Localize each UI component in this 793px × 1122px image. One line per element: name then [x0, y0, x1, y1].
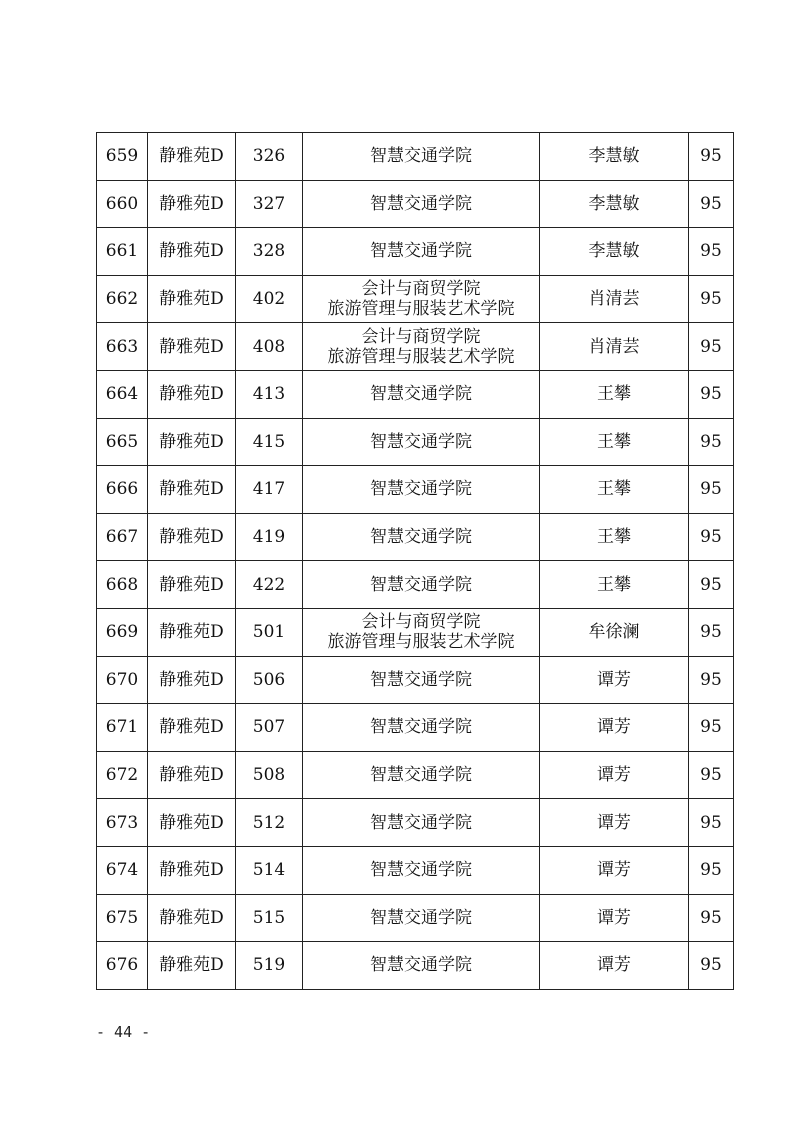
- person-cell: 谭芳: [540, 799, 689, 847]
- college-name: 智慧交通学院: [370, 574, 472, 595]
- building-cell: 静雅苑D: [148, 275, 236, 323]
- table-row: [97, 846, 734, 894]
- row-number-cell: 664: [97, 370, 148, 418]
- college-cell: [303, 513, 540, 561]
- college-name: 智慧交通学院: [370, 384, 472, 405]
- college-cell: [303, 799, 540, 847]
- person-cell: 王攀: [540, 513, 689, 561]
- score-cell: 95: [689, 180, 734, 228]
- building-cell: 静雅苑D: [148, 704, 236, 752]
- college-cell: [303, 323, 540, 371]
- row-number-cell: 663: [97, 323, 148, 371]
- table-row: [97, 751, 734, 799]
- row-number-cell: 675: [97, 894, 148, 942]
- college-name: 智慧交通学院: [370, 907, 472, 928]
- row-number-cell: 669: [97, 608, 148, 656]
- room-cell: 419: [236, 513, 303, 561]
- college-name: 会计与商贸学院: [361, 612, 481, 633]
- building-cell: 静雅苑D: [148, 846, 236, 894]
- college-cell: [303, 846, 540, 894]
- person-cell: 谭芳: [540, 846, 689, 894]
- room-cell: 512: [236, 799, 303, 847]
- table-row: [97, 608, 734, 656]
- college-name: 会计与商贸学院: [361, 326, 481, 347]
- building-cell: 静雅苑D: [148, 180, 236, 228]
- room-cell: 514: [236, 846, 303, 894]
- room-cell: 508: [236, 751, 303, 799]
- room-cell: 415: [236, 418, 303, 466]
- score-cell: 95: [689, 656, 734, 704]
- college-name: 智慧交通学院: [370, 860, 472, 881]
- room-cell: 501: [236, 608, 303, 656]
- college-name: 智慧交通学院: [370, 717, 472, 738]
- row-number-cell: 670: [97, 656, 148, 704]
- college-cell: [303, 466, 540, 514]
- table-body: [97, 133, 734, 990]
- row-number-cell: 673: [97, 799, 148, 847]
- person-cell: 肖清芸: [540, 275, 689, 323]
- college-name: 智慧交通学院: [370, 669, 472, 690]
- row-number-cell: 661: [97, 228, 148, 276]
- college-name: 会计与商贸学院: [361, 279, 481, 300]
- person-cell: 李慧敏: [540, 228, 689, 276]
- score-cell: 95: [689, 846, 734, 894]
- college-name: 旅游管理与服装艺术学院: [327, 632, 515, 653]
- building-cell: 静雅苑D: [148, 370, 236, 418]
- table-row: [97, 466, 734, 514]
- college-cell: [303, 704, 540, 752]
- college-name: 智慧交通学院: [370, 193, 472, 214]
- score-cell: 95: [689, 942, 734, 990]
- room-cell: 327: [236, 180, 303, 228]
- score-cell: 95: [689, 418, 734, 466]
- college-cell: [303, 942, 540, 990]
- score-cell: 95: [689, 704, 734, 752]
- college-name: 旅游管理与服装艺术学院: [327, 299, 515, 320]
- table-row: [97, 656, 734, 704]
- building-cell: 静雅苑D: [148, 894, 236, 942]
- score-cell: 95: [689, 513, 734, 561]
- score-cell: 95: [689, 323, 734, 371]
- college-name: 智慧交通学院: [370, 146, 472, 167]
- table-row: [97, 275, 734, 323]
- college-cell: [303, 656, 540, 704]
- building-cell: 静雅苑D: [148, 513, 236, 561]
- building-cell: 静雅苑D: [148, 942, 236, 990]
- room-cell: 326: [236, 133, 303, 181]
- building-cell: 静雅苑D: [148, 466, 236, 514]
- score-cell: 95: [689, 466, 734, 514]
- page-number: - 44 -: [96, 1023, 151, 1041]
- table-row: [97, 704, 734, 752]
- row-number-cell: 671: [97, 704, 148, 752]
- table-row: [97, 561, 734, 609]
- score-cell: 95: [689, 894, 734, 942]
- row-number-cell: 668: [97, 561, 148, 609]
- college-name: 旅游管理与服装艺术学院: [327, 346, 515, 367]
- score-cell: 95: [689, 275, 734, 323]
- college-name: 智慧交通学院: [370, 431, 472, 452]
- room-cell: 422: [236, 561, 303, 609]
- score-cell: 95: [689, 370, 734, 418]
- person-cell: 谭芳: [540, 751, 689, 799]
- room-cell: 515: [236, 894, 303, 942]
- building-cell: 静雅苑D: [148, 228, 236, 276]
- score-cell: 95: [689, 608, 734, 656]
- row-number-cell: 659: [97, 133, 148, 181]
- college-cell: [303, 894, 540, 942]
- building-cell: 静雅苑D: [148, 133, 236, 181]
- room-cell: 519: [236, 942, 303, 990]
- college-cell: [303, 370, 540, 418]
- table-row: [97, 799, 734, 847]
- room-cell: 402: [236, 275, 303, 323]
- college-cell: [303, 180, 540, 228]
- row-number-cell: 672: [97, 751, 148, 799]
- person-cell: 谭芳: [540, 894, 689, 942]
- person-cell: 王攀: [540, 561, 689, 609]
- room-cell: 408: [236, 323, 303, 371]
- score-cell: 95: [689, 561, 734, 609]
- college-name: 智慧交通学院: [370, 765, 472, 786]
- college-cell: [303, 561, 540, 609]
- room-cell: 417: [236, 466, 303, 514]
- table-row: [97, 418, 734, 466]
- college-cell: [303, 418, 540, 466]
- row-number-cell: 665: [97, 418, 148, 466]
- building-cell: 静雅苑D: [148, 751, 236, 799]
- college-cell: [303, 751, 540, 799]
- row-number-cell: 666: [97, 466, 148, 514]
- college-cell: [303, 228, 540, 276]
- room-cell: 328: [236, 228, 303, 276]
- score-cell: 95: [689, 133, 734, 181]
- person-cell: 谭芳: [540, 942, 689, 990]
- building-cell: 静雅苑D: [148, 323, 236, 371]
- college-name: 智慧交通学院: [370, 527, 472, 548]
- person-cell: 谭芳: [540, 656, 689, 704]
- building-cell: 静雅苑D: [148, 656, 236, 704]
- table-row: [97, 942, 734, 990]
- person-cell: 谭芳: [540, 704, 689, 752]
- person-cell: 肖清芸: [540, 323, 689, 371]
- score-cell: 95: [689, 751, 734, 799]
- table-row: [97, 180, 734, 228]
- person-cell: 王攀: [540, 418, 689, 466]
- person-cell: 李慧敏: [540, 180, 689, 228]
- row-number-cell: 662: [97, 275, 148, 323]
- college-cell: [303, 608, 540, 656]
- row-number-cell: 660: [97, 180, 148, 228]
- room-cell: 506: [236, 656, 303, 704]
- table-row: [97, 370, 734, 418]
- dormitory-score-table: [96, 132, 734, 990]
- college-name: 智慧交通学院: [370, 241, 472, 262]
- college-name: 智慧交通学院: [370, 812, 472, 833]
- person-cell: 王攀: [540, 370, 689, 418]
- person-cell: 王攀: [540, 466, 689, 514]
- table-row: [97, 133, 734, 181]
- table-row: [97, 228, 734, 276]
- building-cell: 静雅苑D: [148, 799, 236, 847]
- college-name: 智慧交通学院: [370, 955, 472, 976]
- building-cell: 静雅苑D: [148, 608, 236, 656]
- row-number-cell: 667: [97, 513, 148, 561]
- building-cell: 静雅苑D: [148, 561, 236, 609]
- table-row: [97, 894, 734, 942]
- person-cell: 李慧敏: [540, 133, 689, 181]
- college-cell: [303, 133, 540, 181]
- table-row: [97, 513, 734, 561]
- building-cell: 静雅苑D: [148, 418, 236, 466]
- person-cell: 牟徐澜: [540, 608, 689, 656]
- table-row: [97, 323, 734, 371]
- score-cell: 95: [689, 228, 734, 276]
- college-name: 智慧交通学院: [370, 479, 472, 500]
- room-cell: 507: [236, 704, 303, 752]
- score-cell: 95: [689, 799, 734, 847]
- row-number-cell: 676: [97, 942, 148, 990]
- college-cell: [303, 275, 540, 323]
- row-number-cell: 674: [97, 846, 148, 894]
- room-cell: 413: [236, 370, 303, 418]
